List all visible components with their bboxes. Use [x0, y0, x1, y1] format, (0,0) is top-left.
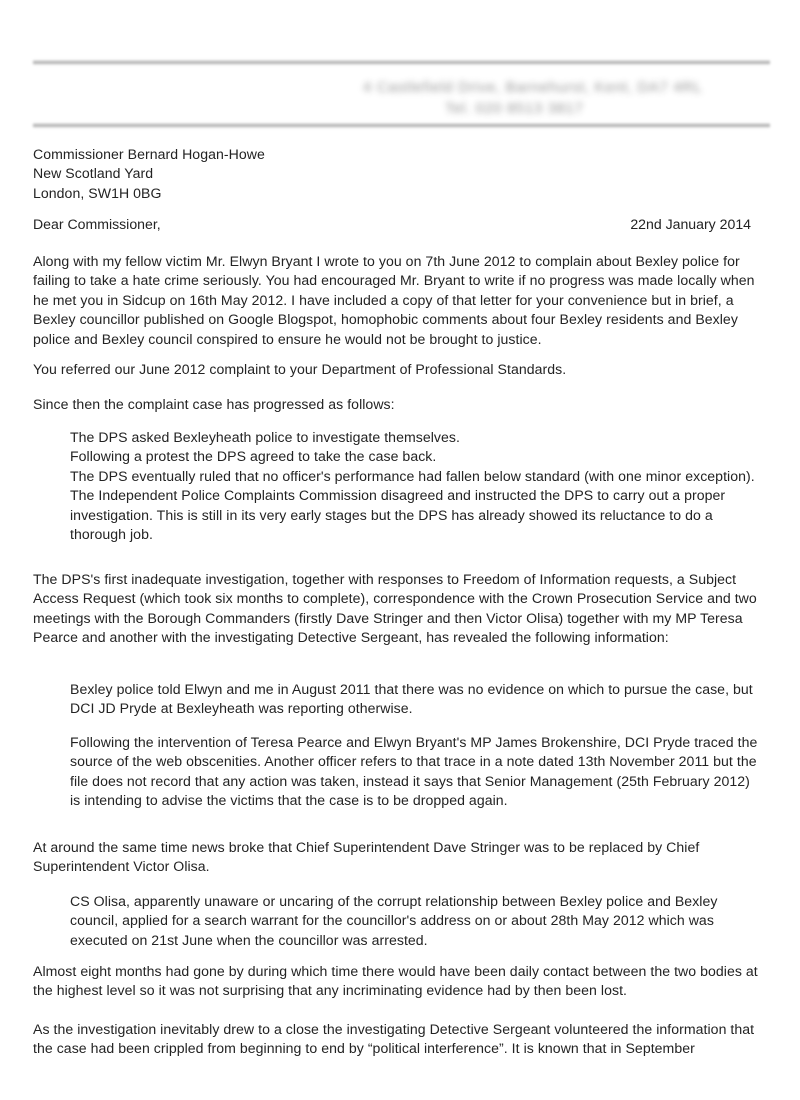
- letterhead: [33, 60, 770, 128]
- paragraph-text: CS Olisa, apparently unaware or uncaring of the corrupt relationship between Bexley police and Bexley council, applied for a search warrant for the councillor's address on or about 28th May 2012 which was executed on 21st June when the councillor was arrested.: [70, 893, 718, 948]
- salutation: Dear Commissioner,: [33, 216, 161, 232]
- paragraph-since-then: [33, 395, 758, 414]
- paragraph-as-the-investigation: [33, 1020, 758, 1059]
- letterhead-address-redacted: [33, 65, 770, 123]
- paragraph-dps-first-investigation: [33, 570, 758, 648]
- paragraph-text: Along with my fellow victim Mr. Elwyn Bryant I wrote to you on 7th June 2012 to complain about Bexley police for failing to take a hate crime seriously. You had encouraged Mr. Bryant to write if no progress was made locally when he met you in Sidcup on 16th May 2012. I have included a copy of that letter for your convenience but in brief, a Bexley councillor published on Google Blogspot, homophobic comments about four Bexley residents and Bexley police and Bexley council conspired to ensure he would not be brought to justice.: [33, 253, 755, 347]
- paragraph-text: You referred our June 2012 complaint to your Department of Professional Standards.: [33, 361, 567, 377]
- salutation-date-row: [33, 215, 751, 234]
- paragraph-referred: [33, 360, 758, 379]
- recipient-name: Commissioner Bernard Hogan-Howe: [33, 146, 265, 162]
- progress-list: [70, 428, 758, 544]
- recipient-organisation: New Scotland Yard: [33, 165, 154, 182]
- paragraph-text: Since then the complaint case has progressed as follows:: [33, 396, 395, 412]
- recipient-city-postcode: London, SW1H 0BG: [33, 184, 162, 201]
- letterhead-address-line-1: 4 Castlefield Drive, Barnehurst, Kent, DA7 4RL: [363, 79, 703, 96]
- indented-paragraph-bexley-police-told: [70, 680, 758, 719]
- letterhead-bottom-rule: [33, 123, 770, 128]
- list-item: The DPS asked Bexleyheath police to investigate themselves.: [70, 429, 460, 445]
- recipient-address-block: [33, 145, 758, 203]
- letter-date: 22nd January 2014: [630, 216, 751, 232]
- paragraph-intro: [33, 252, 758, 349]
- paragraph-text: As the investigation inevitably drew to a close the investigating Detective Sergeant volunteered the information that the case had been crippled from beginning to end by “political interference”. It is known that in September: [33, 1021, 755, 1057]
- paragraph-text: Following the intervention of Teresa Pearce and Elwyn Bryant's MP James Brokenshire, DCI Pryde traced the source of the web obscenities. Another officer refers to that trace in a note dated 13th November 2011 but the file does not record that any action was taken, instead it says that Senior Management (25th February 2012) is intending to advise the victims that the case is to be dropped again.: [70, 734, 758, 809]
- paragraph-text: At around the same time news broke that Chief Superintendent Dave Stringer was to be replaced by Chief Superintendent Victor Olisa.: [33, 839, 700, 875]
- list-item: The Independent Police Complaints Commission disagreed and instructed the DPS to carry out a proper investigation. This is still in its very early stages but the DPS has already showed its reluctance to do a thorough job.: [70, 487, 726, 543]
- list-item: Following a protest the DPS agreed to take the case back.: [70, 448, 437, 465]
- paragraph-text: Bexley police told Elwyn and me in August 2011 that there was no evidence on which to pursue the case, but DCI JD Pryde at Bexleyheath was reporting otherwise.: [70, 681, 753, 717]
- paragraph-almost-eight-months: [33, 962, 758, 1001]
- paragraph-text: Almost eight months had gone by during which time there would have been daily contact between the two bodies at the highest level so it was not surprising that any incriminating evidence had by then been lost.: [33, 963, 758, 999]
- letterhead-phone-line: Tel. 020 8513 3817: [445, 100, 584, 117]
- paragraph-news-broke: [33, 838, 758, 877]
- paragraph-text: The DPS's first inadequate investigation, together with responses to Freedom of Information requests, a Subject Access Request (which took six months to complete), correspondence with the Crown Prosecution Service and two meetings with the Borough Commanders (firstly Dave Stringer and then Victor Olisa) together with my MP Teresa Pearce and another with the investigating Detective Sergeant, has revealed the following information:: [33, 571, 757, 646]
- list-item: The DPS eventually ruled that no officer's performance had fallen below standard (with one minor exception).: [70, 467, 755, 484]
- indented-paragraph-dci-pryde-trace: [70, 733, 758, 811]
- indented-paragraph-cs-olisa: [70, 892, 758, 950]
